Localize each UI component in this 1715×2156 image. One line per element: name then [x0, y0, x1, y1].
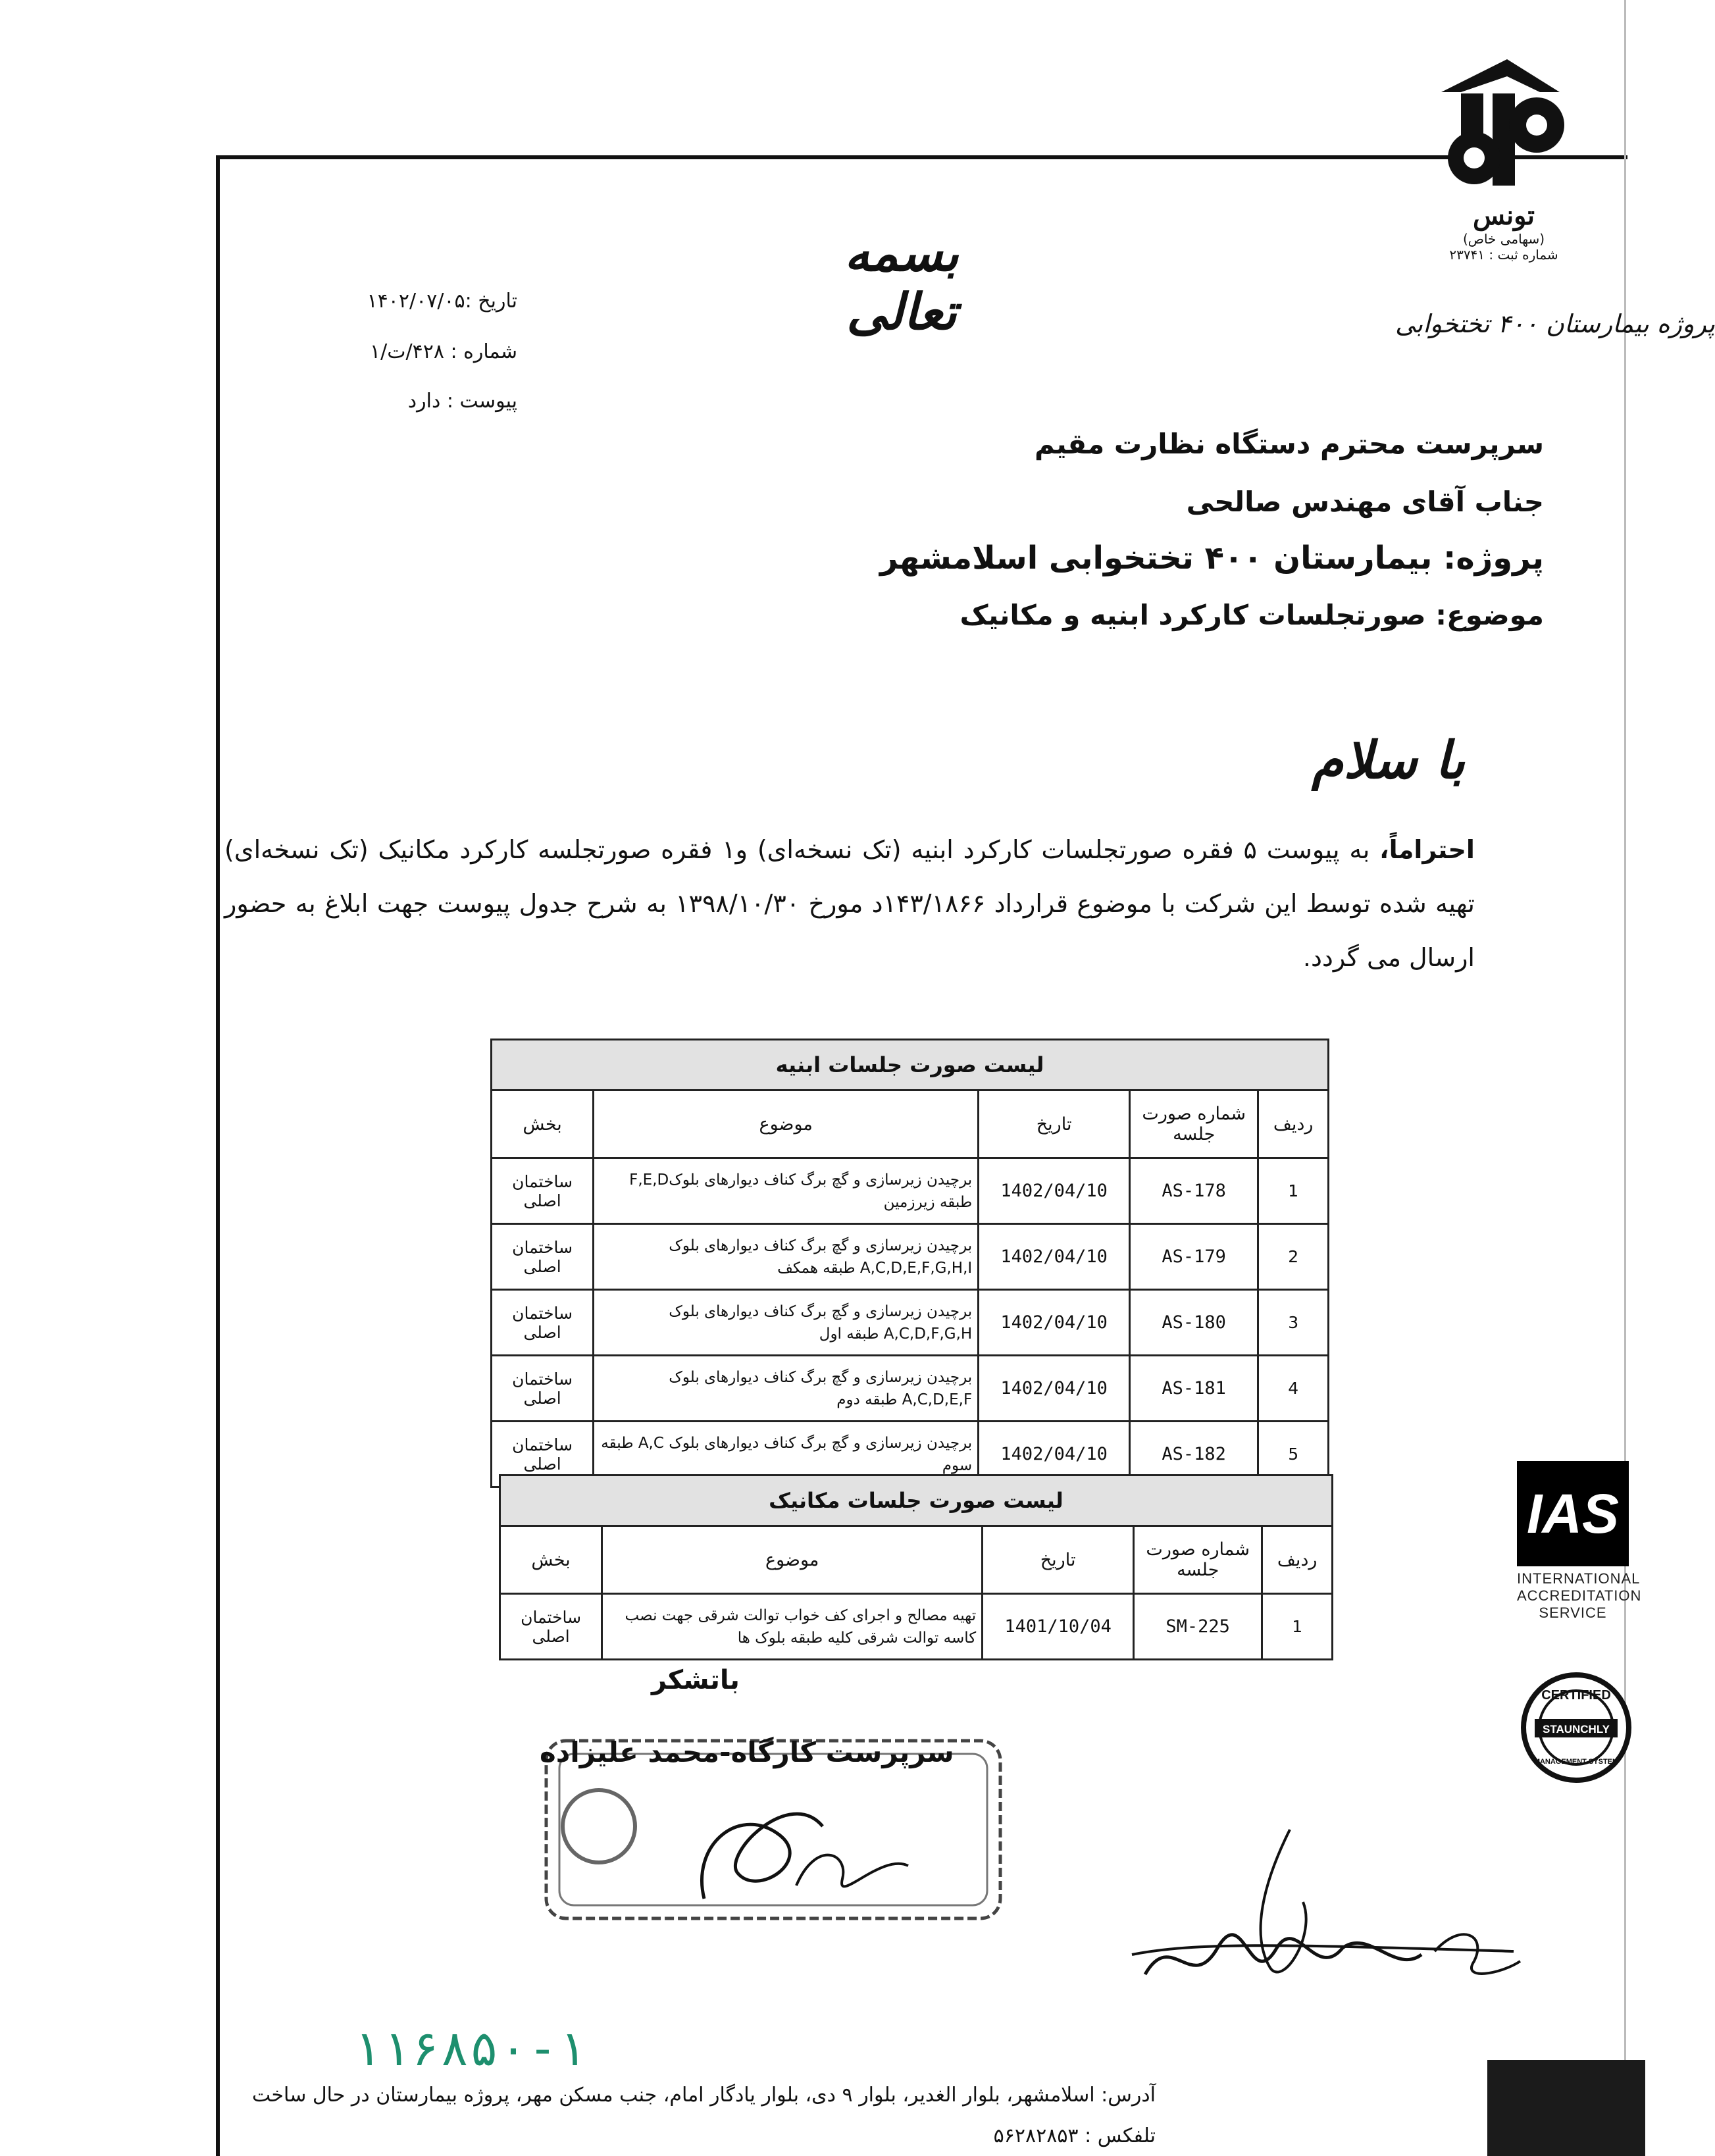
- subject-line: موضوع: صورتجلسات کارکرد ابنیه و مکانیک: [960, 599, 1544, 631]
- row-number: 1: [1258, 1158, 1329, 1224]
- frame-top-line: [216, 155, 1627, 159]
- letter-number: شماره : ۴۲۸/ت/۱: [370, 340, 517, 363]
- logo-name: تونس: [1473, 200, 1535, 231]
- minutes-date: 1402/04/10: [979, 1224, 1130, 1290]
- col-date-header: تاریخ: [983, 1526, 1134, 1594]
- minutes-subject: تهیه مصالح و اجرای کف خواب توالت شرقی جهت نصب کاسه توالت شرقی کلیه طبقه بلوک ها: [602, 1594, 983, 1660]
- company-logo: [1428, 53, 1579, 270]
- col-row-header: ردیف: [1258, 1091, 1329, 1158]
- ias-logo-icon: IAS: [1517, 1461, 1629, 1566]
- project-line: پروژه: بیمارستان ۴۰۰ تختخوابی اسلامشهر: [879, 540, 1544, 577]
- minutes-code: AS-181: [1130, 1356, 1258, 1422]
- row-number: 5: [1258, 1422, 1329, 1487]
- frame-left-line: [216, 155, 220, 2156]
- minutes-date: 1402/04/10: [979, 1422, 1130, 1487]
- col-code-header: شماره صورت جلسه: [1130, 1091, 1258, 1158]
- mechanic-table-title: لیست صورت جلسات مکانیک: [500, 1476, 1333, 1526]
- letter-attachment: پیوست : دارد: [407, 390, 517, 413]
- minutes-subject: برچیدن زیرسازی و گچ برگ کناف دیوارهای بلوک A,C,D,F,G,H طبقه اول: [594, 1290, 979, 1356]
- abnieh-minutes-table: [490, 1039, 1329, 1488]
- logo-company-type: (سهامی خاص): [1462, 231, 1545, 247]
- table-row: [492, 1290, 1329, 1356]
- row-number: 4: [1258, 1356, 1329, 1422]
- minutes-section: ساختمان اصلی: [492, 1356, 594, 1422]
- col-section-header: بخش: [492, 1091, 594, 1158]
- minutes-section: ساختمان اصلی: [492, 1224, 594, 1290]
- row-number: 1: [1262, 1594, 1333, 1660]
- letter-body: [224, 823, 1475, 985]
- minutes-subject: برچیدن زیرسازی و گچ برگ کناف دیوارهای بلوکF,E,D طبقه زیرزمین: [594, 1158, 979, 1224]
- minutes-code: SM-225: [1134, 1594, 1262, 1660]
- col-subject-header: موضوع: [594, 1091, 979, 1158]
- handwritten-project-title: پروژه بیمارستان ۴۰۰ تختخوابی: [1395, 309, 1715, 338]
- abnieh-table-title: لیست صورت جلسات ابنیه: [492, 1040, 1329, 1091]
- col-subject-header: موضوع: [602, 1526, 983, 1594]
- scan-corner-shadow: [1487, 2060, 1645, 2156]
- row-number: 2: [1258, 1224, 1329, 1290]
- minutes-subject: برچیدن زیرسازی و گچ برگ کناف دیوارهای بلوک A,C طبقه سوم: [594, 1422, 979, 1487]
- minutes-code: AS-180: [1130, 1290, 1258, 1356]
- col-row-header: ردیف: [1262, 1526, 1333, 1594]
- table-row: [492, 1356, 1329, 1422]
- footer-fax: تلفکس : ۵۶۲۸۲۸۵۳: [993, 2124, 1156, 2147]
- row-number: 3: [1258, 1290, 1329, 1356]
- minutes-section: ساختمان اصلی: [492, 1158, 594, 1224]
- table-row: [500, 1594, 1333, 1660]
- minutes-code: AS-182: [1130, 1422, 1258, 1487]
- footer-address: آدرس: اسلامشهر، بلوار الغدیر، بلوار ۹ دی، بلوار یادگار امام، جنب مسکن مهر، پروژه بیمارستان در حال ساخت: [252, 2084, 1156, 2107]
- body-text: به پیوست ۵ فقره صورتجلسات کارکرد ابنیه (تک نسخه‌ای) و۱ فقره صورتجلسه کارکرد مکانیک (تک نسخه‌ای) تهیه شده توسط این شرکت با موضوع قرارداد ۱۴۳/۱۸۶۶د مورخ ۱۳۹۸/۱۰/۳۰ به شرح جدول پیوست جهت ابلاغ به حضور ارسال می گردد.: [224, 835, 1475, 972]
- addressee-name: جناب آقای مهندس صالحی: [1186, 486, 1544, 518]
- letter-date: تاریخ :۱۴۰۲/۰۷/۰۵: [367, 290, 517, 313]
- table-row: [492, 1158, 1329, 1224]
- minutes-code: AS-179: [1130, 1224, 1258, 1290]
- logo-registration: شماره ثبت : ۲۳۷۴۱: [1449, 247, 1558, 263]
- cert-top-label: CERTIFIED: [1541, 1688, 1611, 1703]
- minutes-date: 1402/04/10: [979, 1158, 1130, 1224]
- logo-mark-icon: [1428, 53, 1579, 197]
- col-code-header: شماره صورت جلسه: [1134, 1526, 1262, 1594]
- ias-caption: INTERNATIONAL ACCREDITATION SERVICE: [1517, 1570, 1642, 1621]
- minutes-section: ساختمان اصلی: [492, 1290, 594, 1356]
- mechanic-minutes-table: [499, 1474, 1333, 1660]
- minutes-section: ساختمان اصلی: [500, 1594, 602, 1660]
- closing-thanks: باتشکر: [652, 1665, 740, 1695]
- minutes-date: 1402/04/10: [979, 1356, 1130, 1422]
- col-section-header: بخش: [500, 1526, 602, 1594]
- minutes-date: 1402/04/10: [979, 1290, 1130, 1356]
- body-lead: احتراماً،: [1379, 835, 1475, 864]
- bismillah-heading: بسمه تعالی: [844, 224, 959, 341]
- cert-bottom-label: MANAGEMENT SYSTEM: [1533, 1758, 1619, 1766]
- addressee-title: سرپرست محترم دستگاه نظارت مقیم: [1034, 428, 1544, 460]
- col-date-header: تاریخ: [979, 1091, 1130, 1158]
- supervisor-signature-icon: [1119, 1803, 1527, 2014]
- cert-mid-label: STAUNCHLY: [1542, 1723, 1610, 1735]
- certified-seal-icon: [1520, 1672, 1632, 1784]
- handwritten-reference-number: ۱۱۶۸۵۰-۱: [352, 2020, 587, 2077]
- minutes-subject: برچیدن زیرسازی و گچ برگ کناف دیوارهای بلوک A,C,D,E,F,G,H,I طبقه همکف: [594, 1224, 979, 1290]
- minutes-code: AS-178: [1130, 1158, 1258, 1224]
- minutes-section: ساختمان اصلی: [492, 1422, 594, 1487]
- greeting: با سلام: [1312, 731, 1465, 790]
- minutes-date: 1401/10/04: [983, 1594, 1134, 1660]
- signatory-name: سرپرست کارگاه-محمد علیزاده: [540, 1736, 954, 1768]
- ias-badge: [1517, 1461, 1642, 1622]
- minutes-subject: برچیدن زیرسازی و گچ برگ کناف دیوارهای بلوک A,C,D,E,F طبقه دوم: [594, 1356, 979, 1422]
- table-row: [492, 1224, 1329, 1290]
